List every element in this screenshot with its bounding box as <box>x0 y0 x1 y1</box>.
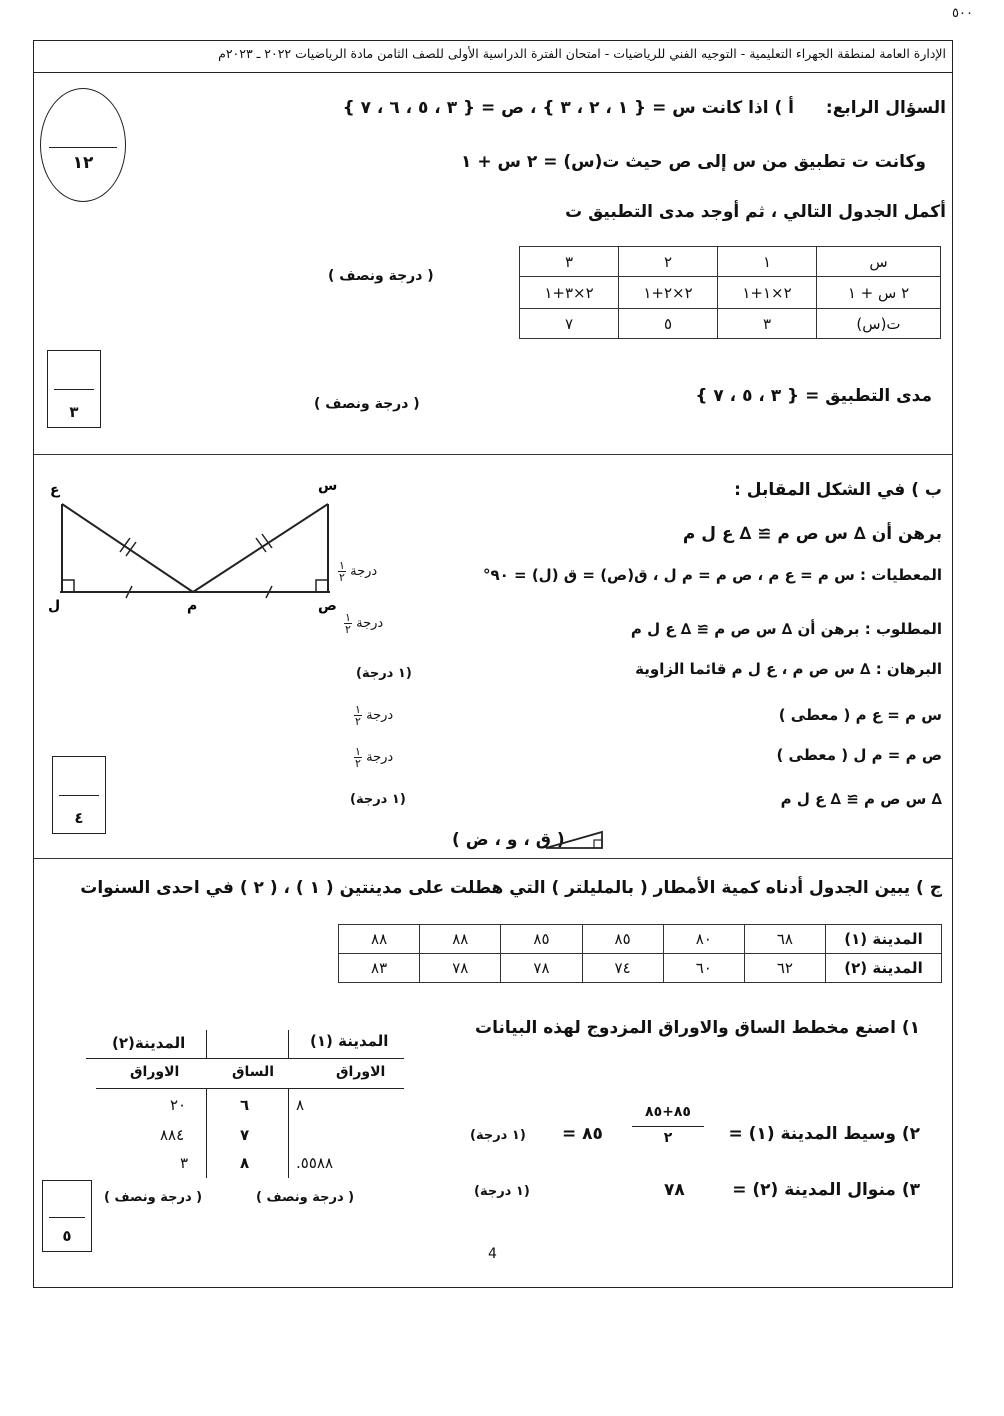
stem-row-stem: ٧ <box>240 1126 250 1144</box>
proof-step-1: س م = ع م ( معطى ) <box>778 706 942 724</box>
grade-one-2: (١ درجة) <box>350 792 406 807</box>
grade-half-3: $\frac{١}{٢}$ درجة <box>355 703 394 728</box>
median-fraction-bar <box>632 1126 704 1127</box>
stem-divider-top-left <box>206 1030 207 1058</box>
table-cell: ٦٠ <box>663 954 744 983</box>
part-c-title: ج ) يبين الجدول أدناه كمية الأمطار ( بالمليلتر ) التي هطلت على مدينتين ( ١ ) ، ( ٢ ) في احدى السنوات <box>80 878 942 898</box>
grade-table: ( درجة ونصف ) <box>328 268 434 284</box>
score-box-a <box>47 350 101 428</box>
stem-row-city2: ٢٠ <box>170 1096 187 1114</box>
exam-header: الإدارة العامة لمنطقة الجهراء التعليمية - التوجيه الفني للرياضيات - امتحان الفترة الدراسية الأولى للصف الثامن مادة الرياضيات ٢٠٢٢ ـ ٢٠٢٣م <box>218 46 946 61</box>
median-numerator: ٨٥+٨٥ <box>645 1104 691 1120</box>
givens: المعطيات : س م = ع م ، ص م = م ل ، ق(ص) = ق (ل) = ٩٠° <box>483 566 942 584</box>
table-cell: ٧٨ <box>501 954 582 983</box>
table-cell: ٨٨ <box>420 925 501 954</box>
grade-half-2: $\frac{١}{٢}$ درجة <box>345 611 384 636</box>
grade-half-4: $\frac{١}{٢}$ درجة <box>355 745 394 770</box>
label-seen: س <box>318 478 338 494</box>
proof-conclusion: ∆ س ص م ≅ ∆ ع ل م <box>780 790 942 808</box>
city2-label: المدينة (٢) <box>826 954 942 983</box>
stem-leaves-label-1: الاوراق <box>336 1064 386 1080</box>
task-1: ١) اصنع مخطط الساق والاوراق المزدوج لهذه البيانات <box>475 1018 920 1038</box>
total-score: ١٢ <box>72 153 94 173</box>
table-header-cell: ٣ <box>520 247 619 277</box>
part-a-intro: أ ) اذا كانت س = { ١ ، ٢ ، ٣ } ، ص = { ٣ ، ٥ ، ٦ ، ٧ } <box>342 98 794 118</box>
table-cell: ٦٨ <box>744 925 825 954</box>
required: المطلوب : برهن أن ∆ س ص م ≅ ∆ ع ل م <box>630 620 942 638</box>
table-cell: ٢×٣+١ <box>520 277 619 309</box>
rainfall-table <box>338 924 942 983</box>
mapping-table <box>519 246 941 339</box>
grade-plot-b: ( درجة ونصف ) <box>104 1190 203 1205</box>
table-cell: ٨٠ <box>663 925 744 954</box>
prove-statement: برهن أن ∆ س ص م ≅ ∆ ع ل م <box>682 524 942 544</box>
stem-divider-left <box>206 1088 207 1178</box>
mode-result: ٧٨ <box>664 1180 685 1200</box>
stem-divider-right <box>288 1088 289 1178</box>
table-cell: ٨٣ <box>339 954 420 983</box>
table-cell: ت(س) <box>817 309 941 339</box>
stem-city2-header: المدينة(٢) <box>112 1034 186 1052</box>
stem-stem-label: الساق <box>232 1064 275 1080</box>
table-header-cell: ١ <box>718 247 817 277</box>
stem-row-city2: ٨٨٤ <box>160 1126 185 1144</box>
score-c: ٥ <box>62 1227 72 1245</box>
table-cell: ٨٥ <box>501 925 582 954</box>
city1-label: المدينة (١) <box>826 925 942 954</box>
task-3: ٣) منوال المدينة (٢) = <box>732 1180 920 1200</box>
page-number: 4 <box>488 1246 497 1262</box>
label-mim: م <box>187 598 198 614</box>
congruence-method: ( ق ، و ، ض ) <box>452 830 565 850</box>
table-cell: ٥ <box>619 309 718 339</box>
question-4-title: السؤال الرابع: <box>825 98 946 118</box>
stem-row-city1: ٨ <box>296 1096 305 1114</box>
table-cell: ٢ س + ١ <box>817 277 941 309</box>
table-cell: ٣ <box>718 309 817 339</box>
grade-task-2: (١ درجة) <box>470 1128 526 1143</box>
section-divider-1 <box>33 454 953 455</box>
score-box-b <box>52 756 106 834</box>
section-divider-2 <box>33 858 953 859</box>
total-score-circle <box>40 88 126 202</box>
stem-leaves-label-2: الاوراق <box>130 1064 180 1080</box>
part-b-title: ب ) في الشكل المقابل : <box>734 480 942 500</box>
label-lam: ل <box>48 598 61 614</box>
score-b: ٤ <box>74 809 84 827</box>
proof-step-2: ص م = م ل ( معطى ) <box>776 746 942 764</box>
stem-subheader-line <box>96 1088 404 1089</box>
congruence-triangle-icon <box>540 828 610 852</box>
score-box-c <box>42 1180 92 1252</box>
table-header-cell: ٢ <box>619 247 718 277</box>
median-result: = ٨٥ <box>562 1124 603 1144</box>
stem-header-line <box>86 1058 404 1059</box>
table-cell: ٨٥ <box>582 925 663 954</box>
proof: البرهان : ∆ س ص م ، ع ل م قائما الزاوية <box>635 660 942 678</box>
stem-divider-top-right <box>288 1030 289 1058</box>
stem-row-city1: .٥٥٨٨ <box>296 1154 334 1172</box>
range-answer: مدى التطبيق = { ٣ ، ٥ ، ٧ } <box>695 386 932 406</box>
table-header-cell: س <box>817 247 941 277</box>
header-divider <box>33 72 953 73</box>
table-cell: ٦٢ <box>744 954 825 983</box>
table-cell: ٨٨ <box>339 925 420 954</box>
table-cell: ٧٨ <box>420 954 501 983</box>
table-cell: ٧ <box>520 309 619 339</box>
score-a: ٣ <box>69 403 79 421</box>
table-cell: ٢×٢+١ <box>619 277 718 309</box>
label-sad: ص <box>318 598 337 614</box>
median-denominator: ٢ <box>663 1130 673 1146</box>
instruction: أكمل الجدول التالي ، ثم أوجد مدى التطبيق ت <box>565 202 946 222</box>
stem-row-stem: ٦ <box>240 1096 250 1114</box>
triangle-figure <box>40 474 340 614</box>
grade-half-1: $\frac{١}{٢}$ درجة <box>339 559 378 584</box>
table-cell: ٧٤ <box>582 954 663 983</box>
corner-marks: ٥٠٠ <box>952 6 973 21</box>
grade-task-3: (١ درجة) <box>474 1184 530 1199</box>
grade-plot-a: ( درجة ونصف ) <box>256 1190 355 1205</box>
mapping-definition: وكانت ت تطبيق من س إلى ص حيث ت(س) = ٢ س + ١ <box>461 152 926 172</box>
stem-city1-header: المدينة (١) <box>310 1032 389 1050</box>
stem-row-stem: ٨ <box>240 1154 250 1172</box>
label-ain: ع <box>50 482 60 498</box>
stem-row-city2: ٣ <box>180 1154 189 1172</box>
table-cell: ٢×١+١ <box>718 277 817 309</box>
grade-one-1: (١ درجة) <box>356 666 412 681</box>
task-2: ٢) وسيط المدينة (١) = <box>728 1124 920 1144</box>
grade-range: ( درجة ونصف ) <box>314 396 420 412</box>
